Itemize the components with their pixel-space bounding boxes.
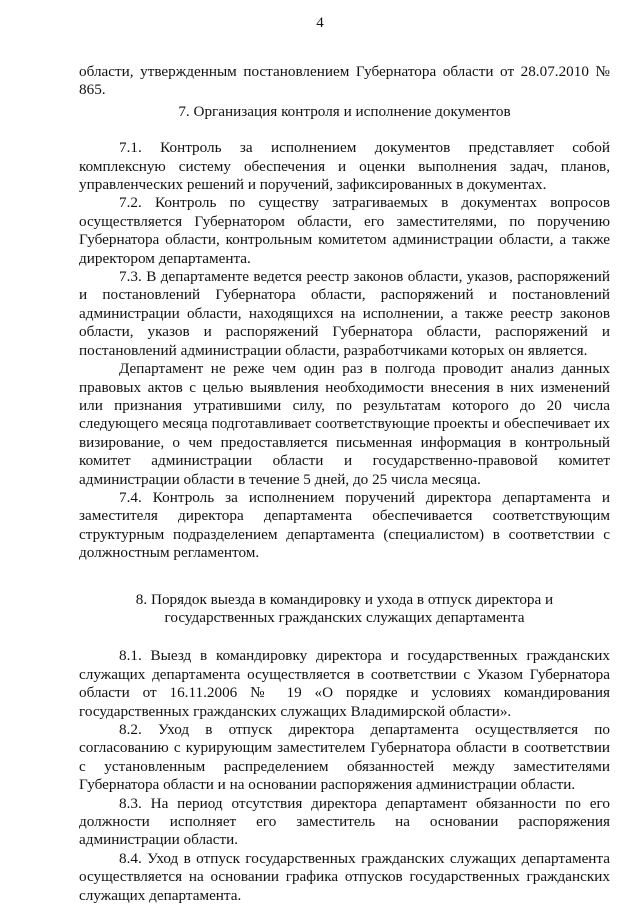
- paragraph-7-3: 7.3. В департаменте ведется реестр законов области, указов, распоряжений и постановлений Губернатора области, распоряжений и постановлений администрации области, находящихся на исполнении, а также реестр законов области, указов и распоряжений Губернатора области, распоряжений и постановлений администрации области, разработчиками которых он является.: [79, 268, 610, 359]
- section-7-heading: [79, 103, 610, 121]
- paragraph-7-4: 7.4. Контроль за исполнением поручений директора департамента и заместителя директора департамента обеспечивается соответствующим структурным подразделением департамента (специалистом) в соответствии с должностным регламентом.: [79, 488, 610, 562]
- document-body: [79, 63, 610, 905]
- section-8-heading-line-1: 8. Порядок выезда в командировку и ухода в отпуск директора и: [135, 590, 554, 608]
- section-8-heading-line-2: государственных гражданских служащих департамента: [164, 608, 525, 626]
- section-7-heading-text: 7. Организация контроля и исполнение документов: [178, 102, 511, 120]
- paragraph-7-2: 7.2. Контроль по существу затрагиваемых в документах вопросов осуществляется Губернатором области, его заместителями, по поручению Губернатора области, контрольным комитетом администрации области, а также директором департамента.: [79, 194, 610, 267]
- paragraph-8-3: 8.3. На период отсутствия директора департамент обязанности по его должности исполняет его заместитель на основании распоряжения администрации области.: [79, 794, 610, 849]
- paragraph-8-2: 8.2. Уход в отпуск директора департамента осуществляется по согласованию с курирующим заместителем Губернатора области в соответствии с установленным распределением обязанностей между заместителями Губернатора области и на основании распоряжения администрации области.: [79, 721, 610, 794]
- paragraph-8-4: 8.4. Уход в отпуск государственных гражданских служащих департамента осуществляется на основании графика отпусков государственных гражданских служащих департамента.: [79, 849, 610, 904]
- paragraph-7-1: 7.1. Контроль за исполнением документов представляет собой комплексную систему обеспечения и оценки выполнения задач, планов, управленческих решений и поручений, зафиксированных в документах.: [79, 139, 610, 194]
- intro-paragraph: области, утвержденным постановлением Губернатора области от 28.07.2010 № 865.: [79, 63, 610, 99]
- page-number: 4: [316, 15, 324, 31]
- paragraph-8-1: 8.1. Выезд в командировку директора и государственных гражданских служащих департамента осуществляется в соответствии с Указом Губернатора области от 16.11.2006 № 19 «О порядке и условиях командирования государственных гражданских служащих Владимирской области».: [79, 647, 610, 720]
- paragraph-analysis: Департамент не реже чем один раз в полгода проводит анализ данных правовых актов с целью выявления необходимости внесения в них изменений или признания утратившими силу, по результатам которого до 20 числа следующего месяца подготавливает соответствующие проекты и обеспечивает их визирование, о чем предоставляется письменная информация в контрольный комитет администрации области и государственно-правовой комитет администрации области в течение 5 дней, до 25 числа месяца.: [79, 360, 610, 488]
- section-8-heading: [79, 591, 610, 628]
